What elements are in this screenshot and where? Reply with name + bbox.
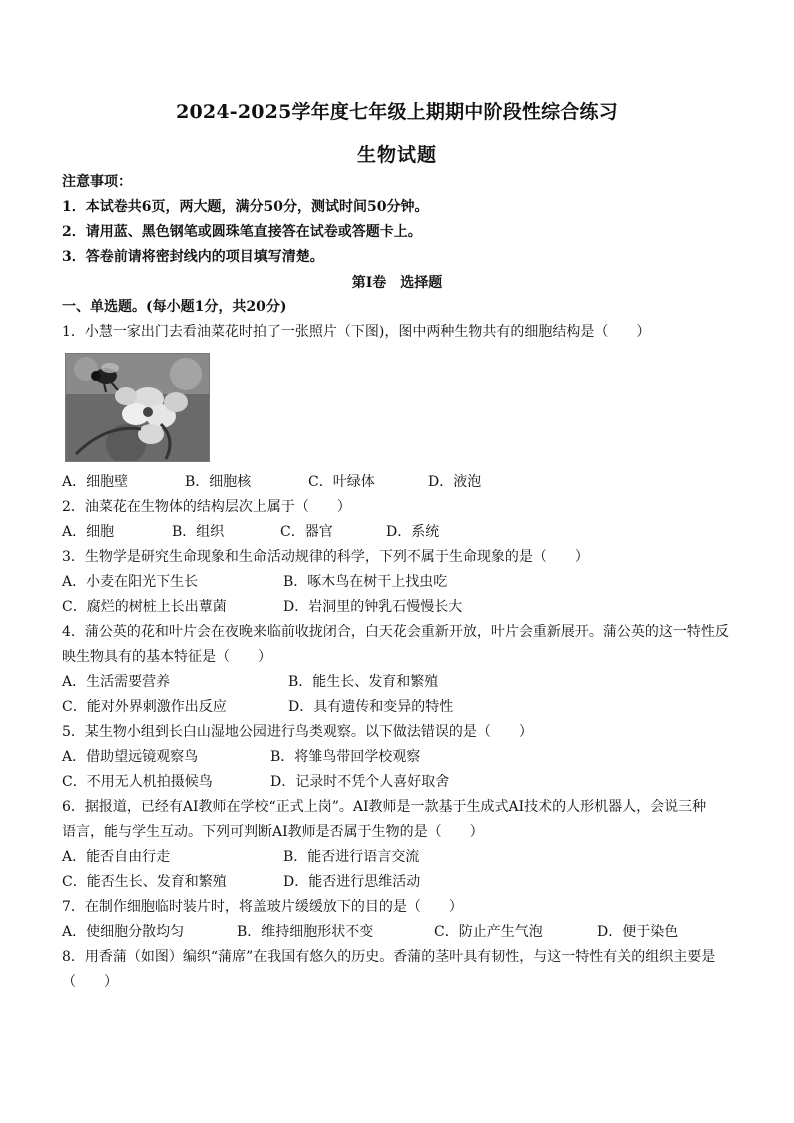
page-title: 2024-2025学年度七年级上期期中阶段性综合练习 bbox=[176, 101, 618, 123]
question-stem: 3．生物学是研究生命现象和生命活动规律的科学，下列不属于生命现象的是（ ） bbox=[62, 549, 589, 565]
option-a: A．使细胞分散均匀 bbox=[62, 924, 185, 940]
option-d: D．记录时不凭个人喜好取舍 bbox=[270, 774, 450, 790]
option-b: B．维持细胞形状不变 bbox=[237, 924, 374, 940]
question-stem: 5．某生物小组到长白山湿地公园进行鸟类观察。以下做法错误的是（ ） bbox=[62, 724, 533, 740]
option-b: B．啄木鸟在树干上找虫吃 bbox=[283, 574, 448, 590]
question-stem-cont: 语言，能与学生互动。下列可判断AI教师是否属于生物的是（ ） bbox=[62, 824, 484, 840]
option-a: A．借助望远镜观察鸟 bbox=[62, 749, 199, 765]
question-stem: 2．油菜花在生物体的结构层次上属于（ ） bbox=[62, 499, 351, 515]
question-stem: 4．蒲公英的花和叶片会在夜晚来临前收拢闭合，白天花会重新开放，叶片会重新展开。蒲公英的这一特性反 bbox=[62, 624, 729, 640]
option-d: D．系统 bbox=[386, 524, 440, 540]
question-stem: 7．在制作细胞临时装片时，将盖玻片缓缓放下的目的是（ ） bbox=[62, 899, 463, 915]
notice-item: 2．请用蓝、黑色钢笔或圆珠笔直接答在试卷或答题卡上。 bbox=[62, 224, 422, 240]
option-c: C．不用无人机拍摄候鸟 bbox=[62, 774, 213, 790]
question-stem: 8．用香蒲（如图）编织“蒲席”在我国有悠久的历史。香蒲的茎叶具有韧性，与这一特性有关的组织主要是 bbox=[62, 949, 716, 965]
option-c: C．能否生长、发育和繁殖 bbox=[62, 874, 227, 890]
notice-item: 3．答卷前请将密封线内的项目填写清楚。 bbox=[62, 249, 324, 265]
question-stem-cont: （ ） bbox=[62, 974, 118, 990]
question-stem: 6．据报道，已经有AI教师在学校“正式上岗”。AI教师是一款基于生成式AI技术的人形机器人，会说三种 bbox=[62, 799, 707, 815]
option-d: D．液泡 bbox=[428, 474, 482, 490]
option-a: A．细胞 bbox=[62, 524, 115, 540]
photo-image bbox=[66, 354, 209, 461]
option-c: C．防止产生气泡 bbox=[434, 924, 543, 940]
option-a: A．细胞壁 bbox=[62, 474, 129, 490]
option-c: C．器官 bbox=[280, 524, 333, 540]
option-d: D．岩洞里的钟乳石慢慢长大 bbox=[283, 599, 463, 615]
option-b: B．能生长、发育和繁殖 bbox=[288, 674, 439, 690]
option-c: C．叶绿体 bbox=[308, 474, 375, 490]
option-d: D．具有遗传和变异的特性 bbox=[288, 699, 454, 715]
bee-on-rapeseed-flower-photo bbox=[65, 353, 210, 462]
option-c: C．能对外界刺激作出反应 bbox=[62, 699, 227, 715]
option-b: B．组织 bbox=[172, 524, 225, 540]
section-heading: 一、单选题。(每小题1分，共20分) bbox=[62, 299, 287, 315]
option-a: A．小麦在阳光下生长 bbox=[62, 574, 199, 590]
option-d: D．便于染色 bbox=[597, 924, 679, 940]
part-heading: 第Ⅰ卷 选择题 bbox=[351, 275, 443, 291]
notice-heading: 注意事项： bbox=[62, 174, 132, 190]
option-b: B．将雏鸟带回学校观察 bbox=[270, 749, 421, 765]
option-a: A．生活需要营养 bbox=[62, 674, 171, 690]
question-stem-cont: 映生物具有的基本特征是（ ） bbox=[62, 649, 272, 665]
option-a: A．能否自由行走 bbox=[62, 849, 171, 865]
notice-item: 1．本试卷共6页，两大题，满分50分，测试时间50分钟。 bbox=[62, 199, 429, 215]
page-subtitle: 生物试题 bbox=[356, 144, 437, 166]
question-stem: 1．小慧一家出门去看油菜花时拍了一张照片（下图)，图中两种生物共有的细胞结构是（ ） bbox=[62, 324, 651, 340]
option-c: C．腐烂的树桩上长出蕈菌 bbox=[62, 599, 227, 615]
option-b: B．能否进行语言交流 bbox=[283, 849, 420, 865]
option-b: B．细胞核 bbox=[185, 474, 252, 490]
option-d: D．能否进行思维活动 bbox=[283, 874, 421, 890]
